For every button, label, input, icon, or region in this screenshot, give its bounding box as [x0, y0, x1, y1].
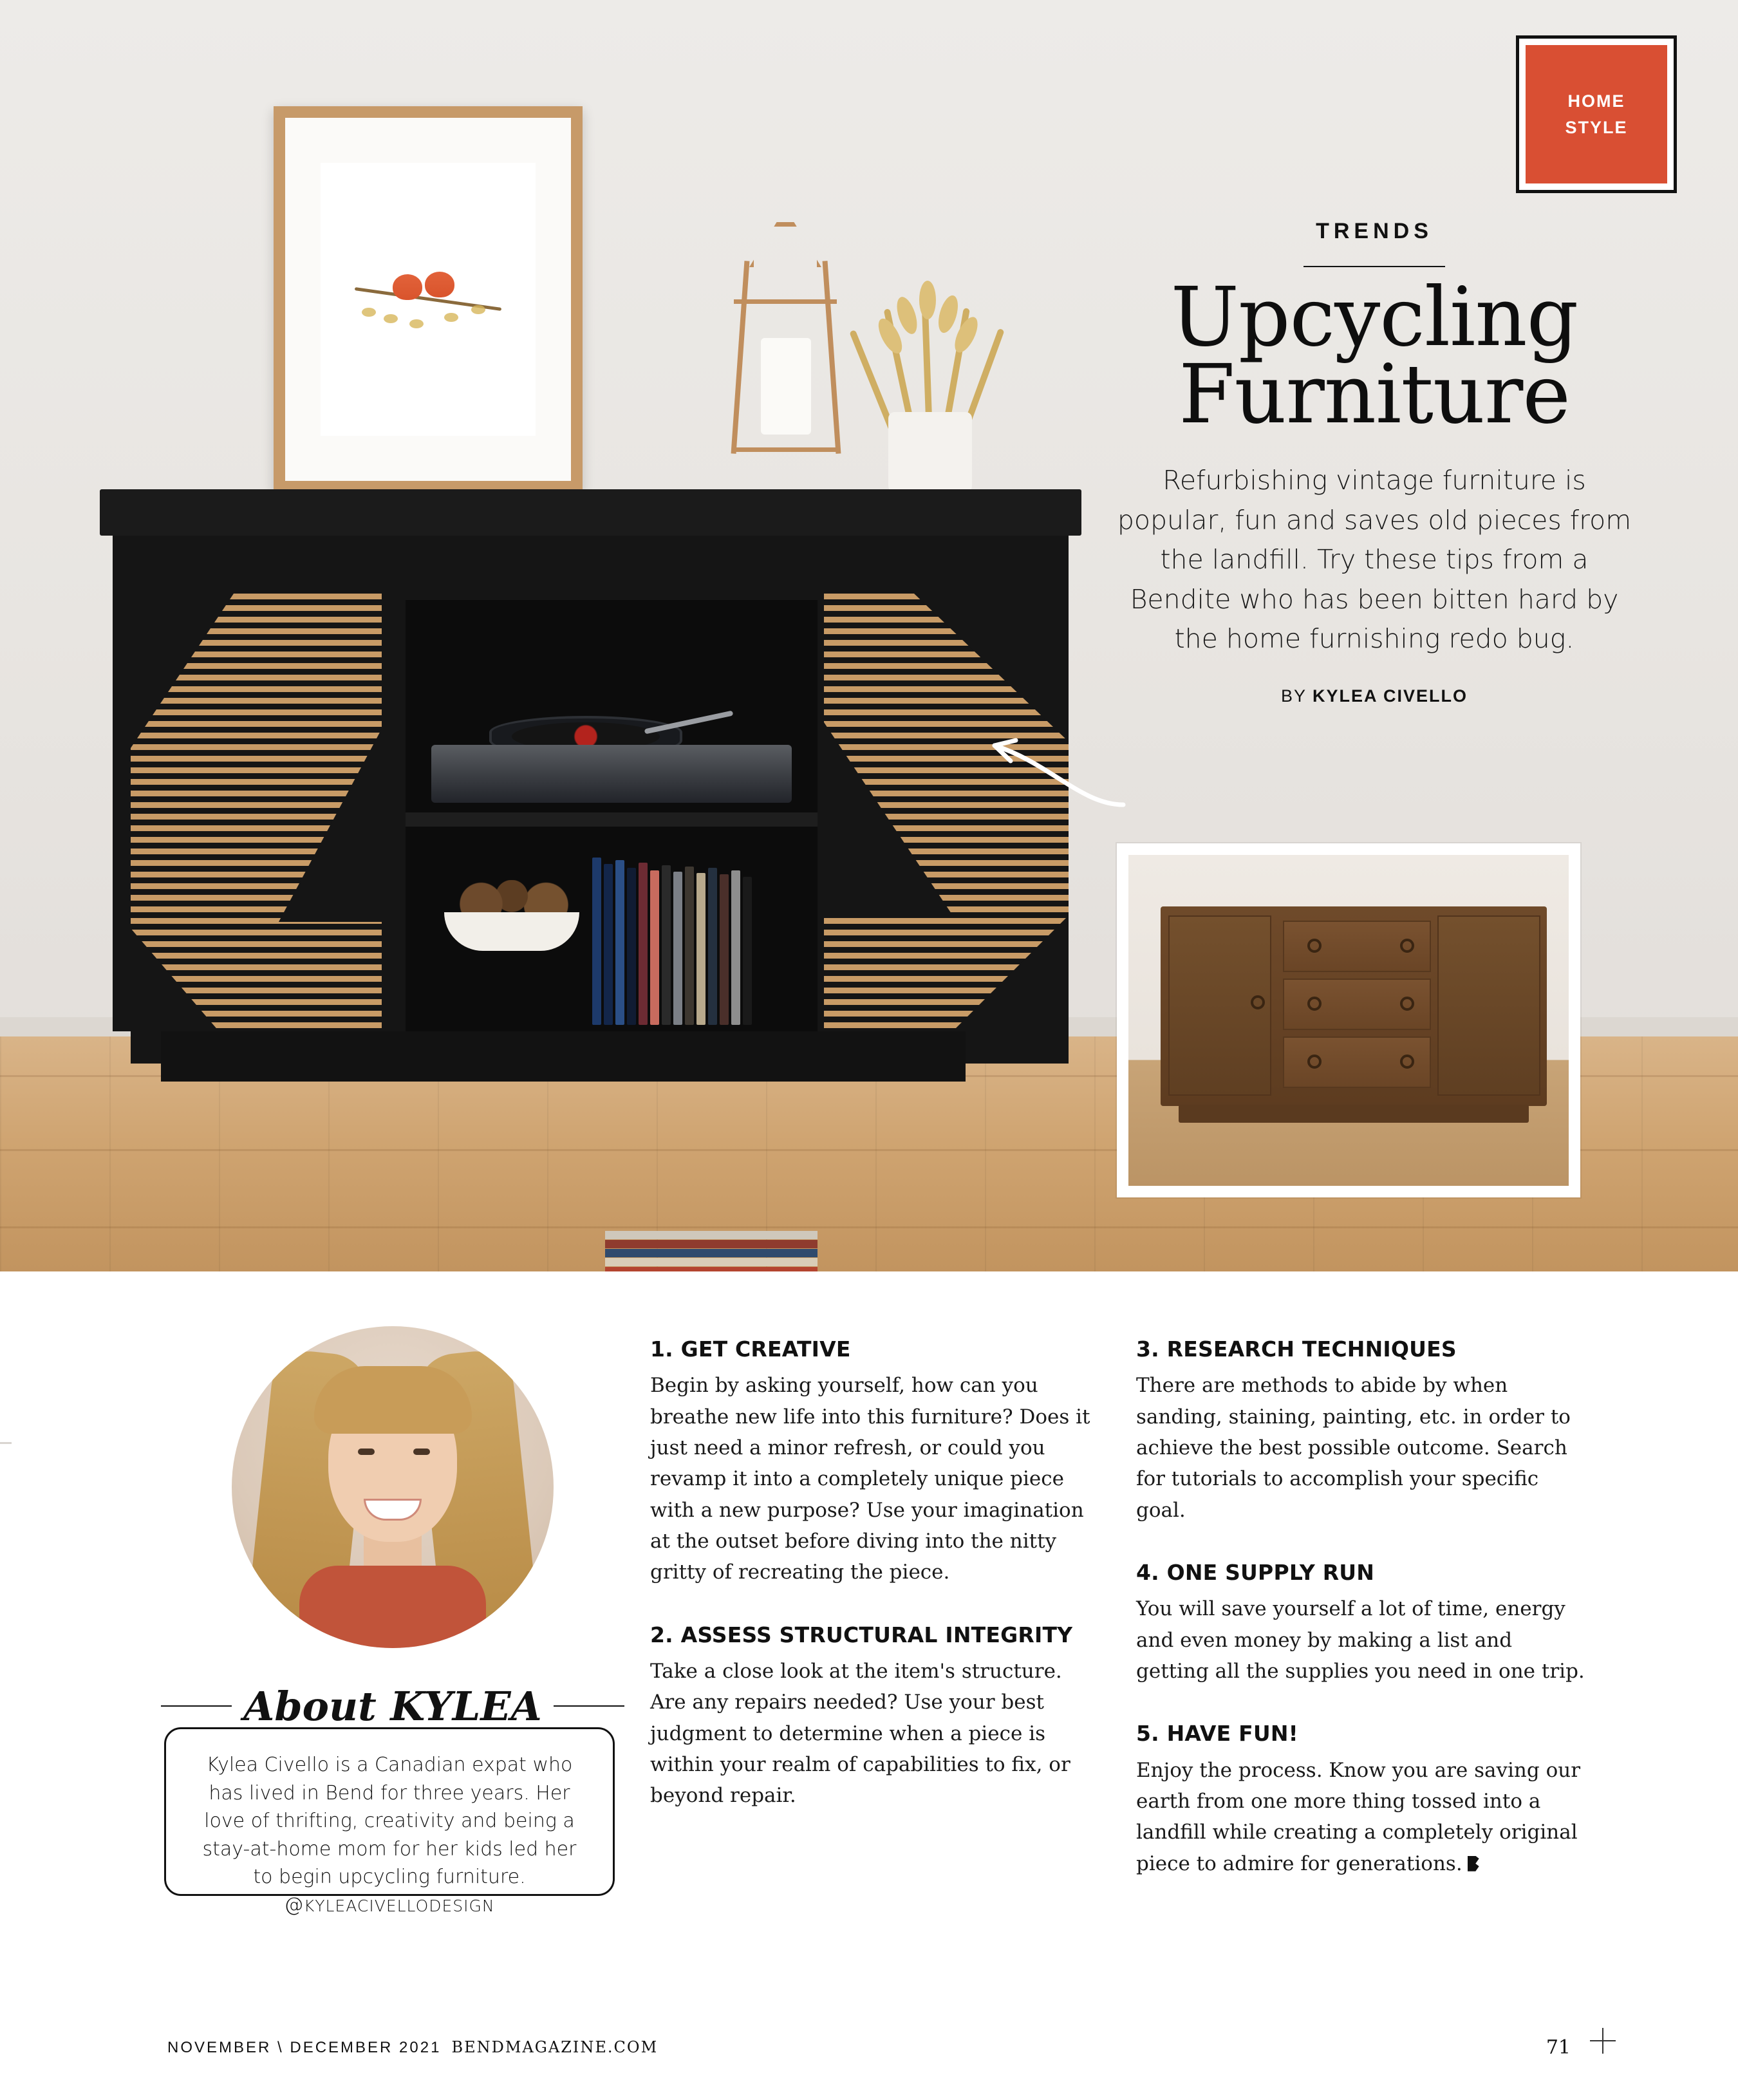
tip-item	[650, 1622, 1101, 1812]
footer-issue-date: NOVEMBER \ DECEMBER 2021	[167, 2038, 442, 2056]
tip-item	[650, 1336, 1101, 1588]
about-dash-left	[161, 1705, 232, 1707]
page-footer	[0, 2028, 1738, 2067]
framed-bird-artwork	[274, 106, 583, 492]
tip-item	[1136, 1336, 1587, 1526]
curved-arrow-annotation	[933, 727, 1126, 811]
tip-heading: 4. ONE SUPPLY RUN	[1136, 1560, 1375, 1586]
kicker-trends: TRENDS	[1316, 219, 1433, 243]
byline-author: KYLEA CIVELLO	[1313, 686, 1468, 706]
about-author-body: Kylea Civello is a Canadian expat who has lived in Bend for three years. Her love of thrifting, creativity and being a stay-at-home mom for her kids led her to begin upcycling furniture.	[202, 1754, 577, 1888]
tip-body: You will save yourself a lot of time, energy and even money by making a list and getting all the supplies you need in one trip.	[1136, 1597, 1585, 1683]
byline-prefix: BY	[1280, 686, 1307, 706]
author-instagram-handle[interactable]: @KYLEACIVELLODESIGN	[284, 1893, 495, 1917]
end-mark-icon	[1468, 1856, 1479, 1871]
about-author-title-row	[161, 1677, 624, 1735]
tip-heading: 3. RESEARCH TECHNIQUES	[1136, 1336, 1457, 1362]
footer-page-number: 71	[1546, 2036, 1571, 2059]
credenza-left-door	[131, 594, 382, 1064]
bird-illustration	[348, 246, 509, 342]
vintage-dresser	[1161, 906, 1547, 1106]
page-title-line-2: Furniture	[1179, 346, 1570, 442]
vinyl-records	[592, 832, 805, 1025]
page-title-line-1: Upcycling	[1170, 270, 1578, 364]
album-stack	[605, 1231, 818, 1271]
tip-item	[1136, 1720, 1587, 1879]
tip-body: Take a close look at the item's structure. Are any repairs needed? Use your best judgment to determine when a piece is within your realm of capabilities to fix, or beyond repair.	[650, 1660, 1070, 1808]
tips-column-one	[650, 1336, 1101, 1845]
article-headline-block	[1117, 219, 1632, 706]
credenza-right-door	[824, 594, 1069, 1064]
before-photo-inset	[1117, 843, 1580, 1197]
tip-body: Begin by asking yourself, how can you breathe new life into this furniture? Does it just need a minor refresh, or could you revamp it into a completely unique piece with a new purpose? Use your imagination at the outset before diving into the nitty gritty of recreating the piece.	[650, 1374, 1090, 1584]
about-author-box	[164, 1727, 615, 1917]
badge-line-2: STYLE	[1565, 117, 1628, 137]
bleed-tick-mark	[0, 1442, 12, 1444]
tip-body: Enjoy the process. Know you are saving our earth from one more thing tossed into a landfill while creating a completely original piece to admire for generations.	[1136, 1758, 1581, 1875]
tip-heading: 2. ASSESS STRUCTURAL INTEGRITY	[650, 1622, 1073, 1647]
article-deck: Refurbishing vintage furniture is popular, fun and saves old pieces from the landfill. Try these tips from a Bendite who has been bitten hard by the home furnishing redo bug.	[1117, 465, 1632, 655]
article-body-section	[0, 1271, 1738, 2100]
decor-lantern	[727, 222, 843, 492]
tip-item	[1136, 1559, 1587, 1687]
pinecone-bowl	[444, 880, 579, 951]
about-dash-right	[554, 1705, 624, 1707]
about-author-title: About KYLEA	[243, 1682, 542, 1730]
at-symbol-icon: @	[284, 1893, 304, 1917]
byline	[1117, 686, 1632, 706]
record-player	[431, 716, 792, 803]
badge-line-1: HOME	[1567, 91, 1625, 111]
tip-heading: 1. GET CREATIVE	[650, 1336, 851, 1362]
home-style-badge	[1516, 35, 1677, 193]
footer-website: BENDMAGAZINE.COM	[451, 2038, 659, 2056]
tip-heading: 5. HAVE FUN!	[1136, 1721, 1298, 1747]
tips-column-two	[1136, 1336, 1587, 1913]
credenza-open-shelving	[406, 600, 818, 1057]
tip-body: There are methods to abide by when sanding, staining, painting, etc. in order to achieve the best possible outcome. Search for tutorials to accomplish your specific goal.	[1136, 1374, 1571, 1522]
decor-vase	[863, 277, 998, 496]
divider-rule	[1304, 266, 1445, 267]
author-avatar	[232, 1326, 554, 1648]
